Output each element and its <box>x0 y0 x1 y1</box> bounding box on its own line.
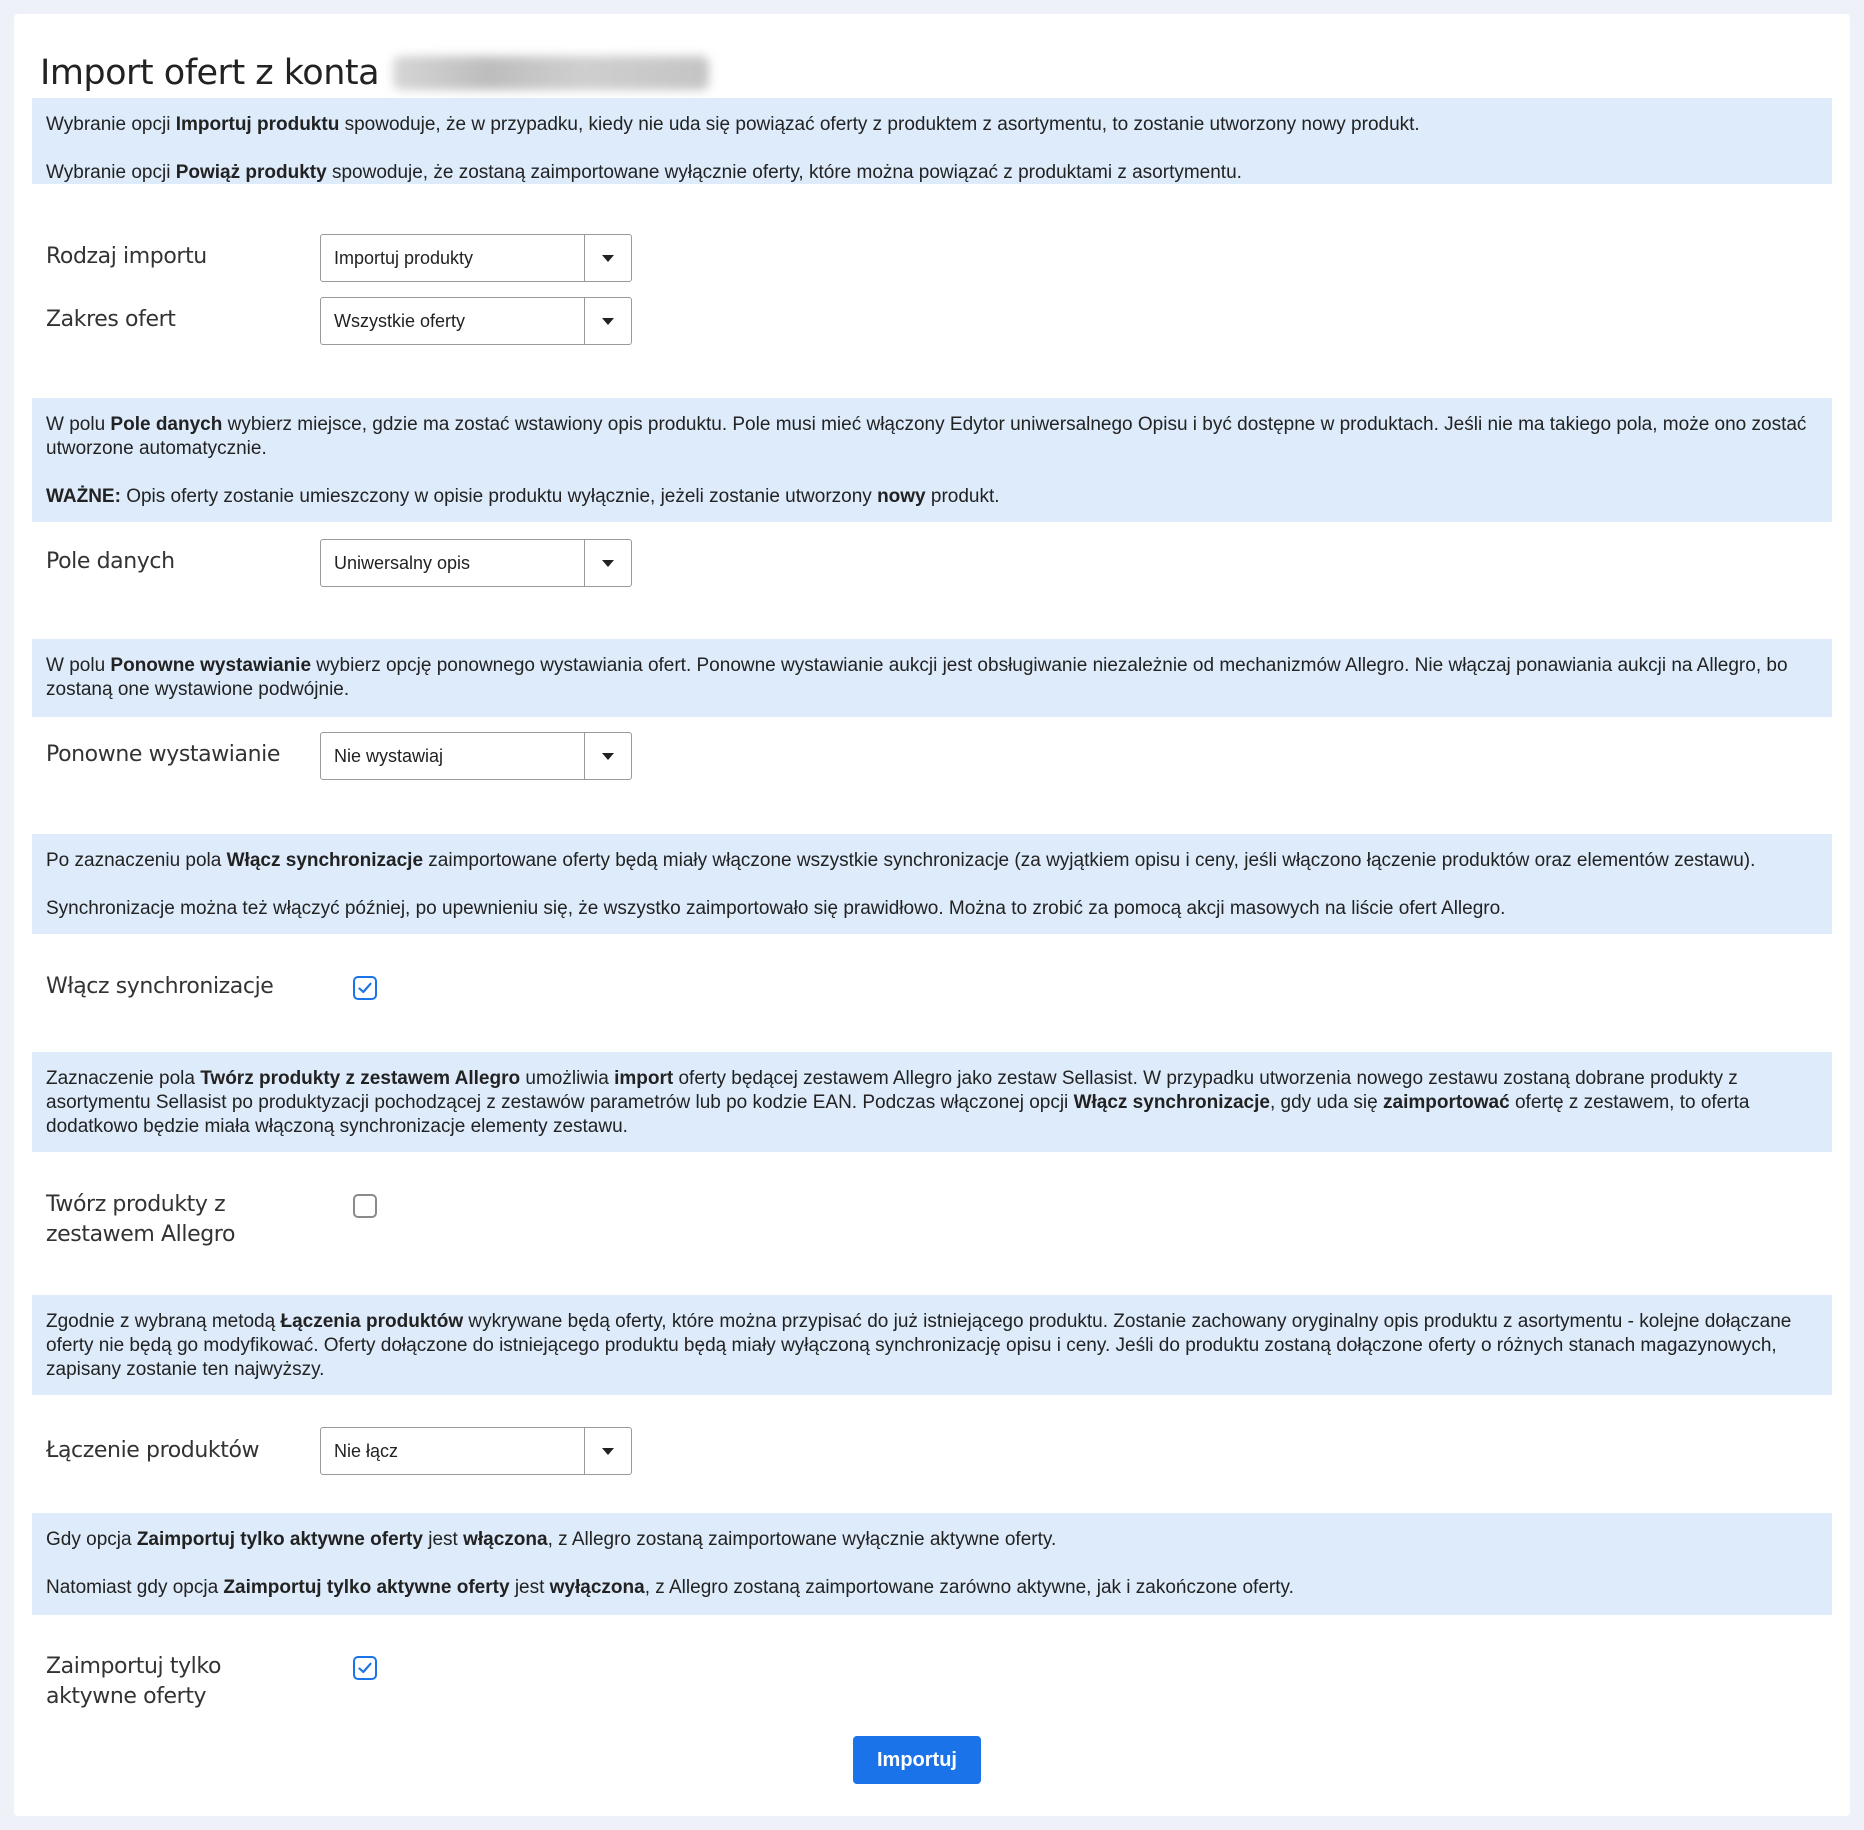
bundle-checkbox[interactable] <box>353 1194 377 1218</box>
checkmark-icon <box>357 1660 373 1676</box>
info-text: Synchronizacje można też włączyć później, po upewnieniu się, że wszystko zaimportowało się prawidłowo. Można to zrobić za pomocą akcji masowych na liście ofert Allegro. <box>46 898 1506 919</box>
info-text: Po zaznaczeniu pola Włącz synchronizacje zaimportowane oferty będą miały włączone wszystkie synchronizacje (za wyjątkiem opisu i ceny, jeśli włączono łączenie produktów oraz elementów zestawu). <box>46 850 1756 871</box>
offer-range-select[interactable] <box>320 297 632 345</box>
info-text: WAŻNE: Opis oferty zostanie umieszczony w opisie produktu wyłącznie, jeżeli zostanie utworzony nowy produkt. <box>46 486 1000 507</box>
import-type-label: Rodzaj importu <box>46 244 207 269</box>
sync-label: Włącz synchronizacje <box>46 974 274 999</box>
select-value: Wszystkie oferty <box>334 310 466 331</box>
select-value: Uniwersalny opis <box>334 552 471 573</box>
info-text: W polu Pole danych wybierz miejsce, gdzie ma zostać wstawiony opis produktu. Pole musi mieć włączony Edytor uniwersalnego Opisu i być dostępne w produktach. Jeśli nie ma takiego pola, może ono zostać utworzone automatycznie. <box>46 414 1807 459</box>
info-text: Zgodnie z wybraną metodą Łączenia produktów wykrywane będą oferty, które można przypisać do już istniejącego produktu. Zostanie zachowany oryginalny opis produktu z asortymentu - kolejne dołączane oferty nie będą go modyfikować. Oferty dołączone do istniejącego produktu będą miały wyłączoną synchronizację opisu i ceny. Jeśli do produktu zostaną dołączone oferty o różnych stanach magazynowych, zapisany zostanie ten najwyższy. <box>46 1311 1792 1380</box>
select-value: Nie łącz <box>334 1440 399 1461</box>
relist-label: Ponowne wystawianie <box>46 742 280 767</box>
active-only-checkbox[interactable] <box>353 1656 377 1680</box>
relist-select[interactable] <box>320 732 632 780</box>
bundle-label: Twórz produkty z zestawem Allegro <box>46 1192 236 1247</box>
checkmark-icon <box>357 980 373 996</box>
active-only-label: Zaimportuj tylko aktywne oferty <box>46 1654 222 1709</box>
info-text: Wybranie opcji Powiąż produkty spowoduje, że zostaną zaimportowane wyłącznie oferty, które można powiązać z produktami z asortymentu. <box>46 162 1242 183</box>
chevron-down-icon[interactable] <box>584 298 631 344</box>
info-box-active <box>32 1513 1832 1615</box>
data-field-label: Pole danych <box>46 549 175 574</box>
import-button[interactable]: Importuj <box>853 1736 981 1784</box>
info-text: Zaznaczenie pola Twórz produkty z zestawem Allegro umożliwia import oferty będącej zestawem Allegro jako zestaw Sellasist. W przypadku utworzenia nowego zestawu zostaną dobrane produkty z asortymentu Sellasist po produktyzacji pochodzącej z zestawów parametrów lub po kodzie EAN. Podczas włączonej opcji Włącz synchronizacje, gdy uda się zaimportować ofertę z zestawem, to oferta dodatkowo będzie miała włączoną synchronizacje elementy zestawu. <box>46 1068 1750 1137</box>
info-text: W polu Ponowne wystawianie wybierz opcję ponownego wystawiania ofert. Ponowne wystawianie aukcji jest obsługiwanie niezależnie od mechanizmów Allegro. Nie włączaj ponawiania aukcji na Allegro, bo zostaną one wystawione podwójnie. <box>46 655 1788 700</box>
page-title <box>40 48 709 98</box>
info-text: Natomiast gdy opcja Zaimportuj tylko aktywne oferty jest wyłączona, z Allegro zostaną zaimportowane zarówno aktywne, jak i zakończone oferty. <box>46 1577 1294 1598</box>
info-text: Gdy opcja Zaimportuj tylko aktywne oferty jest włączona, z Allegro zostaną zaimportowane wyłącznie aktywne oferty. <box>46 1529 1057 1550</box>
chevron-down-icon[interactable] <box>584 540 631 586</box>
info-box-sync <box>32 834 1832 934</box>
merge-select[interactable] <box>320 1427 632 1475</box>
chevron-down-icon[interactable] <box>584 235 631 281</box>
info-box-bundle <box>32 1052 1832 1152</box>
info-text: Wybranie opcji Importuj produktu spowoduje, że w przypadku, kiedy nie uda się powiązać oferty z produktem z asortymentu, to zostanie utworzony nowy produkt. <box>46 114 1420 135</box>
chevron-down-icon[interactable] <box>584 1428 631 1474</box>
page-title-text: Import ofert z konta <box>40 53 380 93</box>
data-field-select[interactable] <box>320 539 632 587</box>
chevron-down-icon[interactable] <box>584 733 631 779</box>
info-box-data-field <box>32 398 1832 522</box>
info-box-merge <box>32 1295 1832 1395</box>
info-box-import <box>32 98 1832 184</box>
select-value: Nie wystawiaj <box>334 745 444 766</box>
import-panel <box>14 14 1850 1816</box>
sync-checkbox[interactable] <box>353 976 377 1000</box>
info-box-relist <box>32 639 1832 717</box>
import-type-select[interactable] <box>320 234 632 282</box>
account-name-redacted <box>393 56 709 90</box>
select-value: Importuj produkty <box>334 247 474 268</box>
offer-range-label: Zakres ofert <box>46 307 176 332</box>
merge-label: Łączenie produktów <box>46 1438 260 1463</box>
